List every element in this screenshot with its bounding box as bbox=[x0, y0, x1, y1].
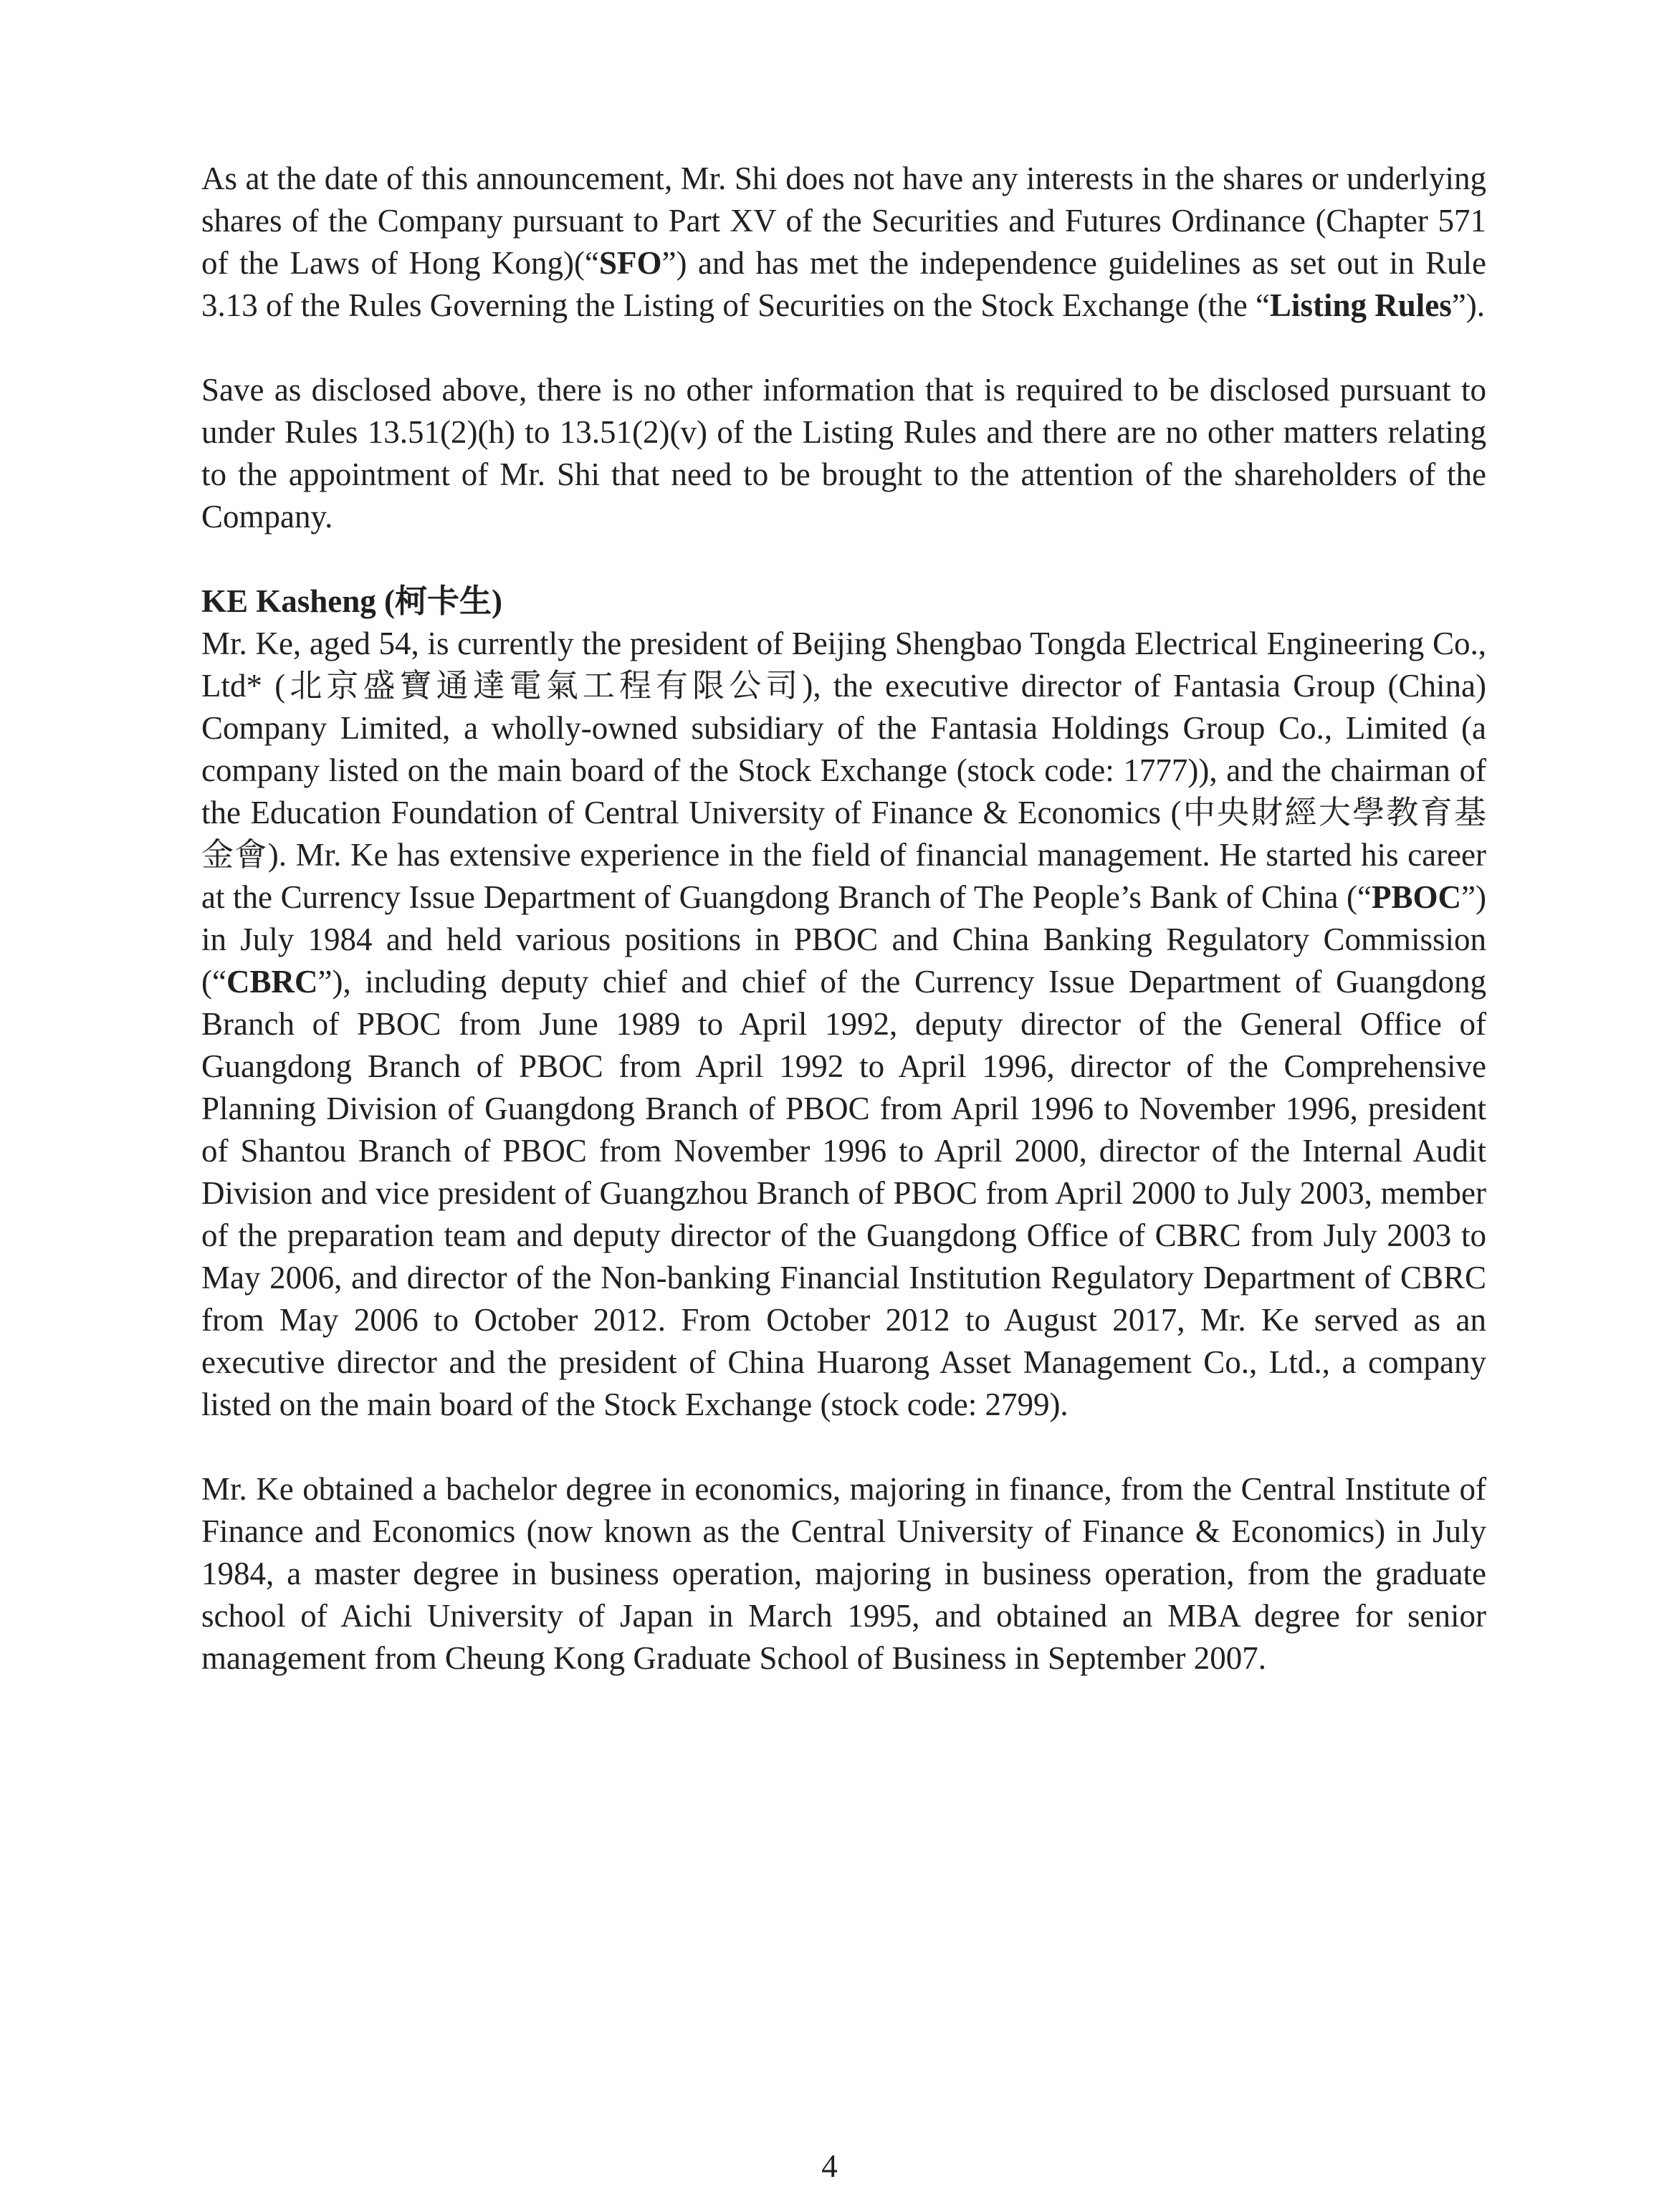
paragraph-shi-disclosure bbox=[201, 369, 1486, 538]
text-run: Save as disclosed above, there is no other information that is required to be disclosed pursuant to under Rules 13.51(2)(h) to 13.51(2)(v) of the Listing Rules and there are no other matters relating to the appointment of Mr. Shi that need to be brought to the attention of the shareholders of the Company. bbox=[201, 372, 1486, 535]
defined-term: KE Kasheng (柯卡生) bbox=[201, 583, 503, 619]
defined-term: PBOC bbox=[1372, 879, 1462, 915]
text-run: ”) and has met the independence guidelines as set out in Rule 3.13 of the Rules Governing the Listing of Securities on the Stock Exchange (the “ bbox=[201, 245, 1486, 323]
defined-term: CBRC bbox=[226, 964, 318, 1000]
defined-term: SFO bbox=[599, 245, 662, 281]
paragraph-shi-interests bbox=[201, 158, 1486, 327]
page-number: 4 bbox=[821, 2148, 838, 2184]
text-run: ”) in July 1984 and held various positions in PBOC and China Banking Regulatory Commission (“ bbox=[201, 879, 1486, 1000]
text-run: Mr. Ke, aged 54, is currently the president of Beijing Shengbao Tongda Electrical Engineering Co., Ltd* (北京盛寶通達電氣工程有限公司), the executive director of Fantasia Group (China) Company Limited, a wholly-owned subsidiary of the Fantasia Holdings Group Co., Limited (a company listed on the main board of the Stock Exchange (stock code: 1777)), and the chairman of the Education Foundation of Central University of Finance & Economics (中央財經大學教育基金會). Mr. Ke has extensive experience in the field of financial management. He started his career at the Currency Issue Department of Guangdong Branch of The People’s Bank of China (“ bbox=[201, 626, 1486, 915]
defined-term: Listing Rules bbox=[1269, 287, 1452, 323]
paragraph-ke-career bbox=[201, 623, 1486, 1426]
text-run: As at the date of this announcement, Mr. Shi does not have any interests in the shares or underlying shares of the Company pursuant to Part XV of the Securities and Futures Ordinance (Chapter 571 of the Laws of Hong Kong)(“ bbox=[201, 161, 1486, 281]
text-run: Mr. Ke obtained a bachelor degree in economics, majoring in finance, from the Central Institute of Finance and Economics (now known as the Central University of Finance & Economics) in July 1984, a master degree in business operation, majoring in business operation, from the graduate school of Aichi University of Japan in March 1995, and obtained an MBA degree for senior management from Cheung Kong Graduate School of Business in September 2007. bbox=[201, 1471, 1486, 1676]
text-run: ”), including deputy chief and chief of the Currency Issue Department of Guangdong Branch of PBOC from June 1989 to April 1992, deputy director of the General Office of Guangdong Branch of PBOC from April 1992 to April 1996, director of the Comprehensive Planning Division of Guangdong Branch of PBOC from April 1996 to November 1996, president of Shantou Branch of PBOC from November 1996 to April 2000, director of the Internal Audit Division and vice president of Guangzhou Branch of PBOC from April 2000 to July 2003, member of the preparation team and deputy director of the Guangdong Office of CBRC from July 2003 to May 2006, and director of the Non-banking Financial Institution Regulatory Department of CBRC from May 2006 to October 2012. From October 2012 to August 2017, Mr. Ke served as an executive director and the president of China Huarong Asset Management Co., Ltd., a company listed on the main board of the Stock Exchange (stock code: 2799). bbox=[201, 964, 1486, 1422]
heading-ke-kasheng bbox=[201, 580, 1486, 623]
document-body bbox=[201, 158, 1486, 1680]
text-run: ”). bbox=[1451, 287, 1485, 323]
paragraph-ke-education bbox=[201, 1468, 1486, 1680]
